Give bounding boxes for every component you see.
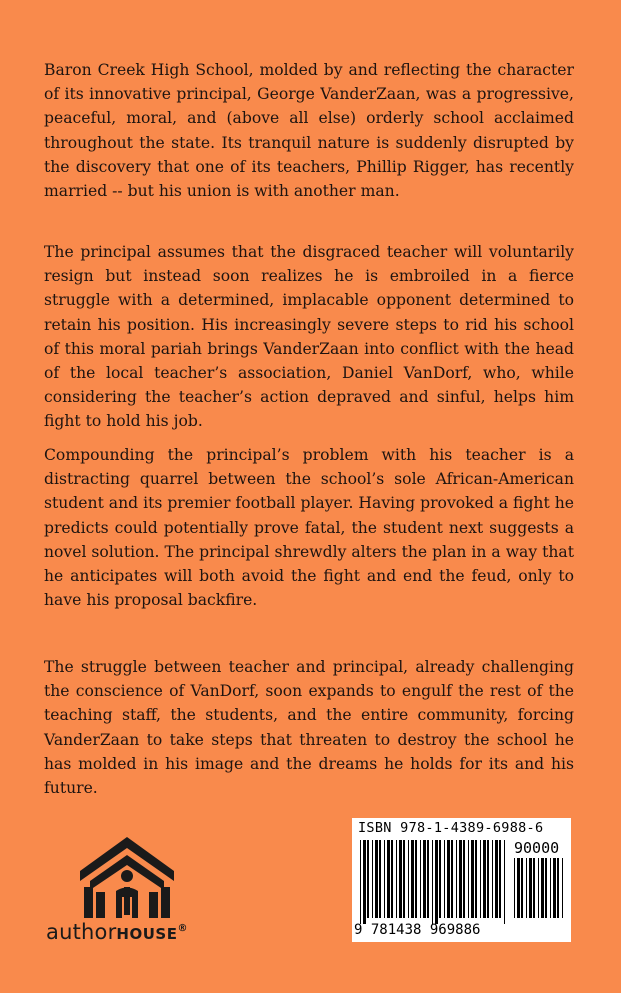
barcode-bar [487, 840, 489, 918]
barcode-bar [475, 840, 477, 918]
barcode-bar [538, 858, 539, 918]
barcode-bar [468, 840, 469, 918]
barcode-bar [562, 858, 563, 918]
barcode-bar [553, 858, 556, 918]
barcode-bar [545, 858, 547, 918]
barcode-bar [423, 840, 426, 918]
barcode-bar [439, 840, 441, 918]
blurb-paragraph-2: The principal assumes that the disgraced teacher will voluntarily resign but instead soon realizes he is embroiled in a fierce struggle with a determined, implacable opponent determined to retain his position. His increasingly severe steps to rid his school of this moral pariah brings VanderZaan into conflict with the head of the local teacher’s association, Daniel VanDorf, who, while considering the teacher’s action depraved and sinful, helps him fight to hold his job. [44, 243, 574, 431]
barcode-bar [391, 840, 393, 918]
barcode-bar [471, 840, 474, 918]
blurb-paragraph-3: Compounding the principal’s problem with his teacher is a distracting quarrel between the school’s sole African-American student and its premier football player. Having provoked a fight he predicts could potentially prove fatal, the student next suggests a novel solution. The principal shrewdly alters the plan in a way that he anticipates will both avoid the fight and end the feud, only to have his proposal backfire. [44, 446, 574, 610]
authorhouse-logo-icon [78, 835, 176, 920]
barcode-bar [456, 840, 457, 918]
barcode-bar [379, 840, 381, 918]
barcode-bar [521, 858, 523, 918]
ean-barcode-bars [360, 840, 508, 924]
barcode-bar [526, 858, 527, 918]
barcode-bar [557, 858, 559, 918]
barcode-bar [384, 840, 385, 918]
barcode-bar [483, 840, 486, 918]
barcode-bar [447, 840, 450, 918]
barcode-bar [463, 840, 465, 918]
barcode-bar [415, 840, 417, 918]
registered-mark: ® [177, 923, 188, 934]
barcode-bar [411, 840, 414, 918]
barcode-bar [529, 858, 532, 918]
barcode-bar [360, 840, 361, 924]
isbn-text: ISBN 978-1-4389-6988-6 [358, 820, 544, 836]
publisher-logo [46, 835, 216, 950]
barcode-bar [375, 840, 378, 918]
barcode-bar [367, 840, 369, 918]
addon-barcode-bars [514, 858, 564, 924]
barcode-bar [372, 840, 373, 918]
isbn-barcode [352, 818, 571, 942]
barcode-bar [495, 840, 498, 918]
barcode-bar [435, 840, 438, 924]
barcode-bar [517, 858, 520, 918]
barcode-bar [387, 840, 390, 918]
publisher-name [46, 920, 216, 944]
barcode-bar [427, 840, 429, 918]
barcode-bar [533, 858, 535, 918]
blurb-paragraph-1: Baron Creek High School, molded by and reflecting the character of its innovative principal, George VanderZaan, was a progressive, peaceful, moral, and (above all else) orderly school acclaimed throughout the state. Its tranquil nature is suddenly disrupted by the discovery that one of its teachers, Phillip Rigger, has recently married -- but his union is with another man. [44, 61, 574, 201]
ean-digits: 9 781438 969886 [354, 922, 481, 938]
barcode-bar [420, 840, 421, 918]
price-code: 90000 [514, 839, 560, 857]
barcode-bar [499, 840, 501, 918]
barcode-bar [514, 858, 515, 918]
barcode-bar [459, 840, 462, 918]
barcode-bar [408, 840, 409, 918]
barcode-bar [396, 840, 397, 918]
barcode-bar [451, 840, 453, 918]
publisher-name-part-1: author [46, 920, 117, 944]
blurb-paragraph-4: The struggle between teacher and principal, already challenging the conscience of VanDorf, soon expands to engulf the rest of the teaching staff, the students, and the entire community, forcing VanderZaan to take steps that threaten to destroy the school he has molded in his image and the dreams he holds for its and his future. [44, 658, 574, 798]
barcode-bar [504, 840, 505, 924]
barcode-bar [480, 840, 481, 918]
barcode-bar [492, 840, 493, 918]
barcode-bar [550, 858, 551, 918]
barcode-bar [363, 840, 366, 924]
barcode-bar [399, 840, 402, 918]
barcode-bar [444, 840, 445, 918]
publisher-name-part-2: HOUSE [116, 925, 178, 943]
barcode-bar [403, 840, 405, 918]
barcode-bar [541, 858, 544, 918]
barcode-bar [432, 840, 433, 924]
